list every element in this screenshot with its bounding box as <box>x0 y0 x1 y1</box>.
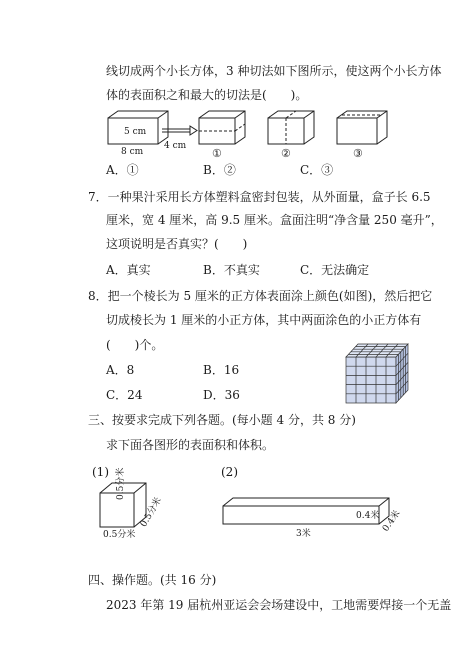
q8-option-a[interactable]: A．8 <box>106 363 135 377</box>
q8-line3: ( )个。 <box>106 338 164 352</box>
q6-line2: 体的表面积之和最大的切法是( )。 <box>106 88 308 102</box>
q8-option-d[interactable]: D．36 <box>203 388 240 402</box>
q7-option-c[interactable]: C．无法确定 <box>300 263 370 277</box>
section3-heading: 三、按要求完成下列各题。(每小题 4 分，共 8 分) <box>88 413 356 427</box>
section3-instruction: 求下面各图形的表面积和体积。 <box>106 438 275 452</box>
q6-line1: 线切成两个小长方体，3 种切法如下图所示，使这两个小长方体 <box>106 64 442 78</box>
q7-option-a[interactable]: A．真实 <box>106 263 151 277</box>
q8-option-b[interactable]: B．16 <box>203 363 240 377</box>
fig2-depth-dim: 0.4米 <box>381 508 403 534</box>
q7-line1: 7．一种果汁采用长方体塑料盒密封包装，从外面量，盒子长 6.5 <box>88 190 431 204</box>
q8-line1: 8．把一个棱长为 5 厘米的正方体表面涂上颜色(如图)，然后把它 <box>88 289 433 303</box>
fig1-height-dim: 0.5分米 <box>116 467 126 500</box>
q6-option-a[interactable]: A．① <box>106 163 139 177</box>
q7-line3: 这项说明是否真实？( ) <box>106 237 248 251</box>
fig2-length-dim: 3米 <box>296 529 311 539</box>
q6-cut2-label: ② <box>281 147 291 160</box>
fig1-bottom-dim: 0.5分米 <box>103 530 136 540</box>
section4-heading: 四、操作题。(共 16 分) <box>88 573 217 587</box>
q8-line2: 切成棱长为 1 厘米的小正方体，其中两面涂色的小正方体有 <box>106 313 422 327</box>
q6-option-c[interactable]: C．③ <box>300 163 334 177</box>
fig2-height-dim: 0.4米 <box>356 511 380 521</box>
fig1-label: (1) <box>92 465 109 479</box>
section4-line1: 2023 年第 19 届杭州亚运会会场建设中，工地需要焊接一个无盖 <box>106 598 452 612</box>
q6-depth-label: 4 cm <box>164 141 187 151</box>
q7-option-b[interactable]: B．不真实 <box>203 263 260 277</box>
q6-cut3-label: ③ <box>353 147 363 160</box>
fig1-depth-dim: 0.5分米 <box>139 496 164 529</box>
q6-width-label: 8 cm <box>121 147 144 157</box>
q6-height-label: 5 cm <box>124 127 147 137</box>
q7-line2: 厘米，宽 4 厘米，高 9.5 厘米。盒面注明“净含量 250 毫升”， <box>106 213 443 227</box>
q6-option-b[interactable]: B．② <box>203 163 236 177</box>
q8-option-c[interactable]: C．24 <box>106 388 143 402</box>
q6-cut1-label: ① <box>212 147 222 160</box>
fig2-label: (2) <box>221 465 238 479</box>
